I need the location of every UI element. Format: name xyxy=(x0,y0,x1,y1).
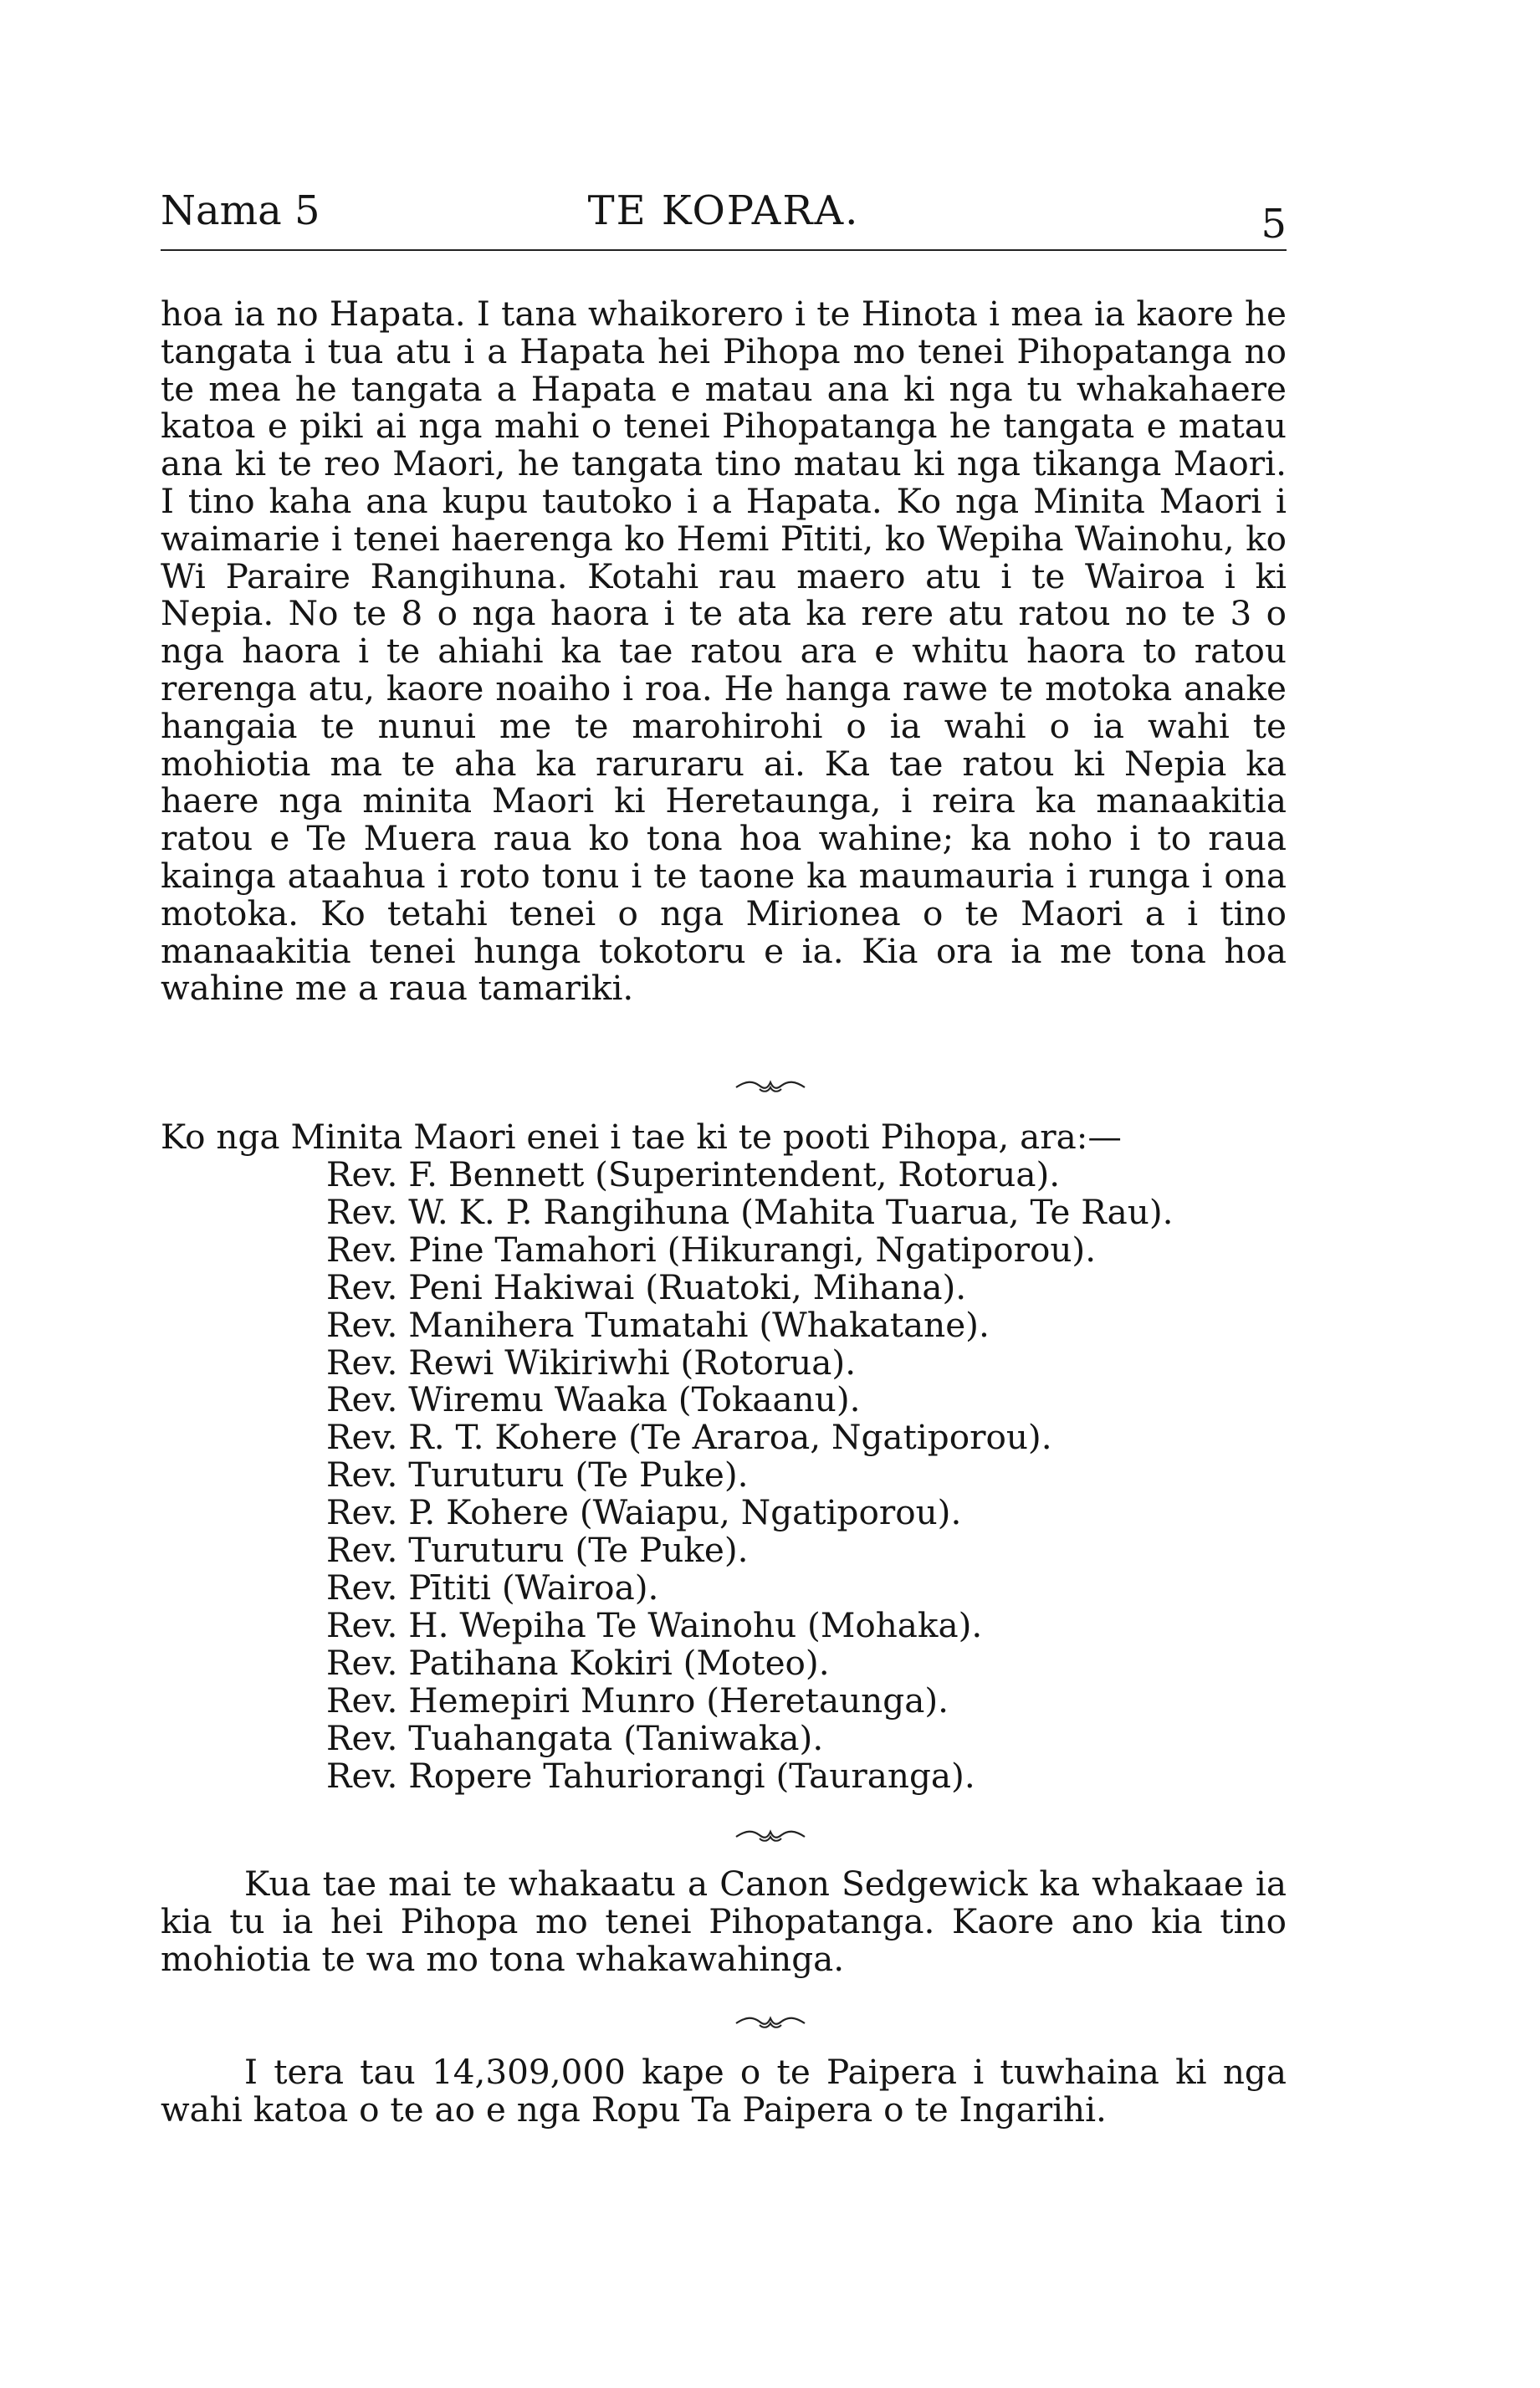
minister-list-item: Rev. R. T. Kohere (Te Araroa, Ngatiporou). xyxy=(326,1417,1052,1458)
minister-list-item: Rev. Tuahangata (Taniwaka). xyxy=(326,1717,824,1758)
paragraph-1: hoa ia no Hapata. I tana whaikorero i te Hinota i mea ia kaore he tangata i tua atu i a Hapata hei Pihopa mo tenei Pihopatanga no te mea he tangata a Hapata e matau ana ki nga tu whakahaere katoa e piki ai nga mahi o tenei Pihopatanga he tangata e matau ana ki te reo Maori, he tangata tino matau ki nga tikanga Maori. I tino kaha ana kupu tautoko i a Hapata. Ko nga Minita Maori i waimarie i tenei haerenga ko Hemi Pītiti, ko Wepiha Wainohu, ko Wi Paraire Rangihuna. Kotahi rau maero atu i te Wairoa i ki Nepia. No te 8 o nga haora i te ata ka rere atu ratou no te 3 o nga haora i te ahiahi ka tae ratou ara e whitu haora to ratou rerenga atu, kaore noaiho i roa. He hanga rawe te motoka anake hangaia te nunui me te marohirohi o ia wahi o ia wahi te mohiotia ma te aha ka raruraru ai. Ka tae ratou ki Nepia ka haere nga minita Maori ki Heretaunga, i reira ka manaakitia ratou e Te Muera raua ko tona hoa wahine; ka noho i to raua kainga ataahua i roto tonu i te taone ka maumauria i runga i ona motoka. Ko tetahi tenei o nga Mirionea o te Maori a i tino manaakitia tenei hunga tokotoru e ia. Kia ora ia me tona hoa wahine me a raua tamariki. xyxy=(161,294,1287,1009)
minister-list-item: Rev. Pine Tamahori (Hikurangi, Ngatiporou). xyxy=(326,1229,1097,1270)
minister-list-item: Rev. W. K. P. Rangihuna (Mahita Tuarua, Te Rau). xyxy=(326,1191,1174,1232)
minister-list-item: Rev. Turuturu (Te Puke). xyxy=(326,1455,749,1496)
minister-list-item: Rev. Patihana Kokiri (Moteo). xyxy=(326,1642,830,1683)
minister-list-item: Rev. H. Wepiha Te Wainohu (Mohaka). xyxy=(326,1604,983,1645)
issue-number: Nama 5 xyxy=(161,187,320,234)
paragraph-bible-copies: I tera tau 14,309,000 kape o te Paipera i tuwhaina ki nga wahi katoa o te ao e nga Ropu Ta Paipera o te Ingarihi. xyxy=(161,2052,1287,2130)
minister-list-item: Rev. Turuturu (Te Puke). xyxy=(326,1530,749,1571)
ornament-divider-icon xyxy=(0,2012,1540,2032)
minister-list-item: Rev. F. Bennett (Superintendent, Rotorua). xyxy=(326,1154,1061,1194)
minister-list-item: Rev. Rewi Wikiriwhi (Rotorua). xyxy=(326,1342,857,1383)
ornament-divider-icon xyxy=(0,1825,1540,1845)
minister-list-item: Rev. Wiremu Waaka (Tokaanu). xyxy=(326,1379,861,1420)
minister-list-item: Rev. Ropere Tahuriorangi (Tauranga). xyxy=(326,1755,975,1796)
minister-list-item: Rev. Pītiti (Wairoa). xyxy=(326,1567,659,1608)
minister-list xyxy=(326,1156,1174,1794)
publication-title: TE KOPARA. xyxy=(587,187,860,234)
minister-list-item: Rev. P. Kohere (Waiapu, Ngatiporou). xyxy=(326,1492,962,1533)
header-rule xyxy=(161,249,1287,251)
ornament-divider-icon xyxy=(0,1076,1540,1096)
minister-list-item: Rev. Peni Hakiwai (Ruatoki, Mihana). xyxy=(326,1266,967,1307)
paragraph-canon-sedgewick: Kua tae mai te whakaatu a Canon Sedgewick ka whakaae ia kia tu ia hei Pihopa mo tenei Pihopatanga. Kaore ano kia tino mohiotia te wa mo tona whakawahinga. xyxy=(161,1864,1287,1979)
minister-list-intro: Ko nga Minita Maori enei i tae ki te pooti Pihopa, ara:— xyxy=(161,1117,1122,1157)
minister-list-item: Rev. Manihera Tumatahi (Whakatane). xyxy=(326,1304,990,1345)
minister-list-item: Rev. Hemepiri Munro (Heretaunga). xyxy=(326,1680,949,1721)
running-header xyxy=(161,186,1287,248)
page-number: 5 xyxy=(1261,201,1287,248)
